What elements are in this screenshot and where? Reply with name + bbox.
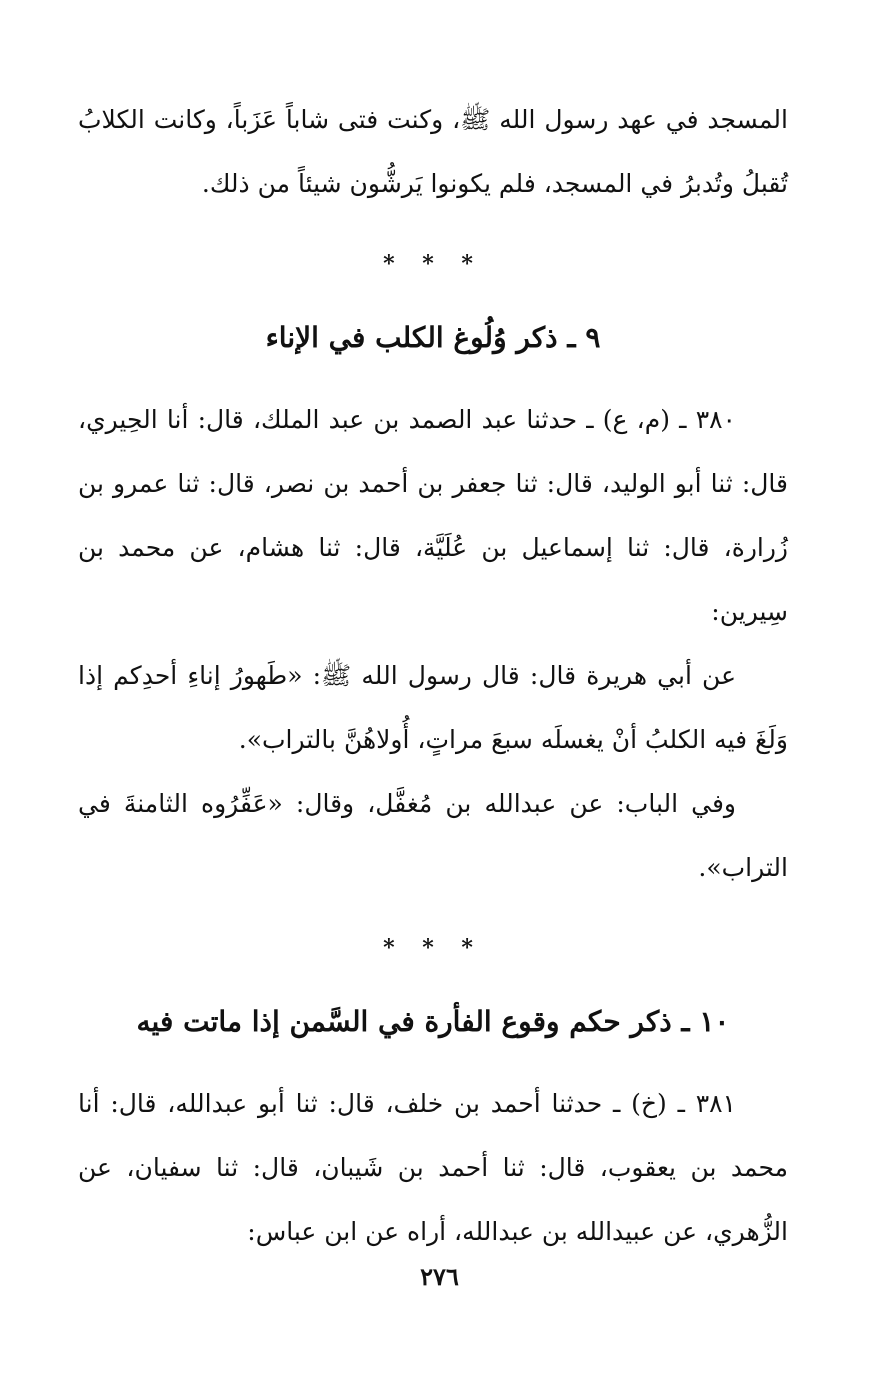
chapter-heading-9: ٩ ـ ذكر وُلُوغ الكلب في الإناء xyxy=(265,321,601,354)
spacer xyxy=(78,1052,788,1072)
section-separator: * * * xyxy=(383,251,483,277)
spacer xyxy=(78,368,788,388)
book-page xyxy=(78,88,788,1308)
spacer xyxy=(78,284,788,308)
spacer xyxy=(78,216,788,244)
continuation-paragraph: المسجد في عهد رسول الله ﷺ، وكنت فتى شاباً عَزَباً، وكانت الكلابُ تُقبلُ وتُدبرُ في المسجد، فلم يكونوا يَرشُّون شيئاً من ذلك. xyxy=(78,105,788,198)
hadith-380-matn: عن أبي هريرة قال: قال رسول الله ﷺ: «طَهورُ إناءِ أحدِكم إذا وَلَغَ فيه الكلبُ أنْ يغسلَه سبعَ مراتٍ، أُولاهُنَّ بالتراب». xyxy=(78,661,788,754)
chapter-heading-10: ١٠ ـ ذكر حكم وقوع الفأرة في السَّمن إذا ماتت فيه xyxy=(136,1005,730,1038)
hadith-381-isnad: ٣٨١ ـ (خ) ـ حدثنا أحمد بن خلف، قال: ثنا أبو عبدالله، قال: أنا محمد بن يعقوب، قال: ثنا أحمد بن شَيبان، قال: ثنا سفيان، عن الزُّهري، عن عبيدالله بن عبدالله، أراه عن ابن عباس: xyxy=(78,1089,788,1246)
hadith-380-isnad: ٣٨٠ ـ (م، ع) ـ حدثنا عبد الصمد بن عبد الملك، قال: أنا الحِيري، قال: ثنا أبو الوليد، قال: ثنا جعفر بن أحمد بن نصر، قال: ثنا عمرو بن زُرارة، قال: ثنا إسماعيل بن عُلَيَّة، قال: ثنا هشام، عن محمد بن سِيرين: xyxy=(78,405,788,626)
spacer xyxy=(78,900,788,928)
section-separator: * * * xyxy=(383,935,483,961)
hadith-380-bab: وفي الباب: عن عبدالله بن مُغفَّل، وقال: «عَفِّرُوه الثامنةَ في التراب». xyxy=(78,789,788,882)
spacer xyxy=(78,968,788,992)
page-number: ٢٧٦ xyxy=(420,1262,459,1291)
